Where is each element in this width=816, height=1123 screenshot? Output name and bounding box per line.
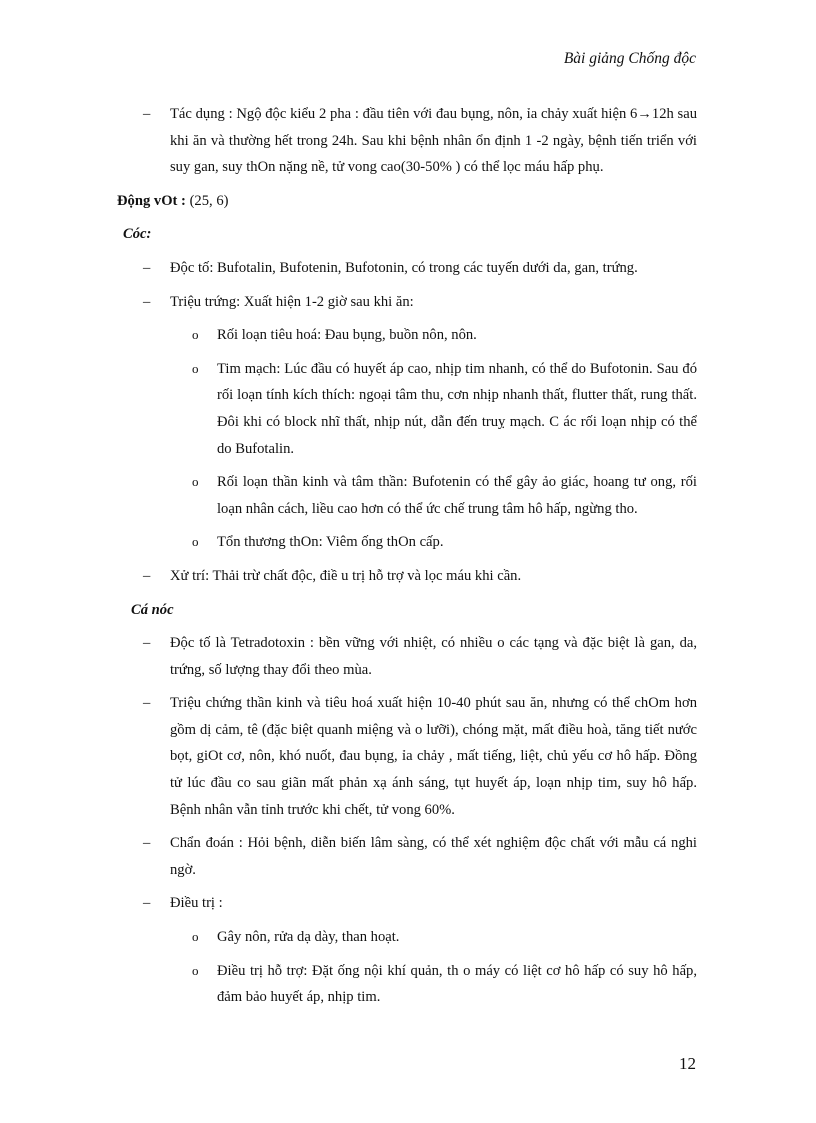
sub-list-item xyxy=(117,469,697,522)
list-item-text: Độc tố: Bufotalin, Bufotenin, Bufotonin, có trong các tuyến dưới da, gan, trứng. xyxy=(170,259,638,276)
list-item-text: Chẩn đoán : Hỏi bệnh, diễn biến lâm sàng, có thể xét nghiệm độc chất với mẫu cá nghi ngờ. xyxy=(170,835,697,878)
dash-marker: – xyxy=(143,259,151,276)
list-item-text: Xử trí: Thải trừ chất độc, điề u trị hỗ trợ và lọc máu khi cần. xyxy=(170,567,522,584)
list-item xyxy=(117,630,697,683)
heading-ref: (25, 6) xyxy=(185,192,229,209)
list-item xyxy=(117,101,697,181)
list-item xyxy=(117,890,697,917)
sub-list-item xyxy=(117,322,697,349)
subsection-heading-canoc: Cá nóc xyxy=(131,601,174,618)
list-item-text: Tác dụng : Ngộ độc kiểu 2 pha : đầu tiên với đau bụng, nôn, ỉa chảy xuất hiện 6→12h sau khi ăn và thường hết trong 24h. Sau khi bệnh nhân ổn định 1 -2 ngày, bệnh tiến triển với suy gan, suy thOn nặng nề, tử vong cao(30-50% ) có thể lọc máu hấp phụ. xyxy=(170,106,697,176)
dash-marker: – xyxy=(143,635,151,652)
sub-list-item-text: Rối loạn thần kinh và tâm thần: Bufotenin có thể gây ảo giác, hoang tư ong, rối loạn nhân cách, liều cao hơn có thể ức chế trung tâm hô hấp, ngừng tho. xyxy=(217,474,697,517)
sub-list-item xyxy=(117,958,697,1011)
section-heading-dongvat xyxy=(117,188,697,215)
sub-list-item-text: Gây nôn, rửa dạ dày, than hoạt. xyxy=(217,929,400,946)
sub-list-item-text: Tổn thương thOn: Viêm ống thOn cấp. xyxy=(217,534,444,551)
list-item xyxy=(117,830,697,883)
subsection-heading-coc: Cóc: xyxy=(123,226,152,243)
dash-marker: – xyxy=(143,895,151,912)
list-item xyxy=(117,289,697,316)
sub-list-item-text: Tim mạch: Lúc đầu có huyết áp cao, nhịp tim nhanh, có thể do Bufotonin. Sau đó rối loạn tính kích thích: ngoại tâm thu, cơn nhịp nhanh thất, flutter thất, rung thất. Đôi khi có block nhĩ thất, nhịp nút, dẫn đến truỵ mạch. C ác rối loạn nhịp có thể do Bufotalin. xyxy=(217,360,697,457)
list-item-text: Triệu trứng: Xuất hiện 1-2 giờ sau khi ăn: xyxy=(170,293,414,310)
circle-bullet: o xyxy=(192,534,199,550)
page-number: 12 xyxy=(679,1054,696,1073)
dash-marker: – xyxy=(143,106,151,122)
circle-bullet: o xyxy=(192,360,199,376)
dash-marker: – xyxy=(143,293,151,310)
list-item-text: Triệu chứng thần kinh và tiêu hoá xuất hiện 10-40 phút sau ăn, nhưng có thể chOm hơn gồm dị cảm, tê (đặc biệt quanh miệng và o lưỡi), chóng mặt, mất điều hoà, tăng tiết nước bọt, giOt cơ, nôn, khó nuốt, đau bụng, ỉa chảy , mất tiếng, liệt, chủ yếu cơ hô hấp. Đồng tử lúc đầu co sau giãn mất phản xạ ánh sáng, tụt huyết áp, loạn nhịp tim, suy hô hấp. Bệnh nhân vẫn tỉnh trước khi chết, tử vong 60%. xyxy=(170,695,697,818)
circle-bullet: o xyxy=(192,962,199,978)
page-body xyxy=(117,101,697,1018)
dash-marker: – xyxy=(143,695,151,712)
sub-list-item xyxy=(117,924,697,951)
dash-marker: – xyxy=(143,567,151,584)
list-item xyxy=(117,255,697,282)
list-item xyxy=(117,563,697,590)
sub-list-item xyxy=(117,529,697,556)
circle-bullet: o xyxy=(192,929,199,945)
circle-bullet: o xyxy=(192,474,199,490)
dash-marker: – xyxy=(143,835,151,852)
sub-list-item-text: Rối loạn tiêu hoá: Đau bụng, buồn nôn, nôn. xyxy=(217,327,477,344)
running-header: Bài giảng Chống độc xyxy=(563,50,696,67)
list-item xyxy=(117,690,697,823)
circle-bullet: o xyxy=(192,327,199,343)
sub-list-item-text: Điều trị hỗ trợ: Đặt ống nội khí quản, th o máy có liệt cơ hô hấp có suy hô hấp, đảm bảo huyết áp, nhịp tim. xyxy=(217,962,697,1006)
list-item-text: Độc tố là Tetradotoxin : bền vững với nhiệt, có nhiều o các tạng và đặc biệt là gan, da, trứng, số lượng thay đổi theo mùa. xyxy=(170,635,697,678)
sub-list-item xyxy=(117,356,697,462)
list-item-text: Điều trị : xyxy=(170,895,223,912)
heading-label: Động vOt : xyxy=(117,192,186,209)
